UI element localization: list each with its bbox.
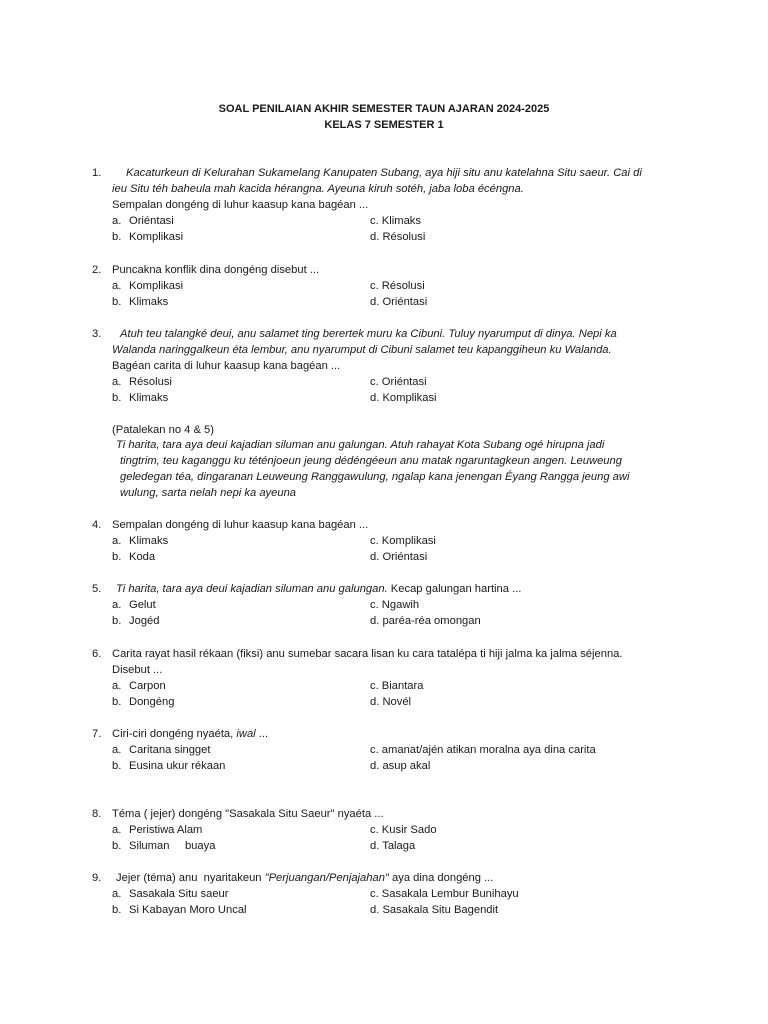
option-b: b. Komplikasi xyxy=(112,231,184,243)
passage-label: (Patalekan no 4 & 5) xyxy=(112,424,214,436)
option-a: a. Peristiwa Alam xyxy=(112,824,203,836)
option-c: c. Komplikasi xyxy=(370,535,436,547)
question-number: 1. xyxy=(92,167,102,179)
question-prompt: Bagéan carita di luhur kaasup kana bagéan ... xyxy=(112,360,341,372)
question-prompt: Disebut ... xyxy=(112,664,163,676)
option-d: d. Talaga xyxy=(370,840,416,852)
option-d: d. Sasakala Situ Bagendit xyxy=(370,904,499,916)
option-b: b. Siluman buaya xyxy=(112,840,216,852)
option-a: a. Gelut xyxy=(112,599,156,611)
question-prompt: Puncakna konflik dina dongéng disebut ... xyxy=(112,264,320,276)
option-c: c. Kusir Sado xyxy=(370,824,437,836)
exam-header xyxy=(0,101,768,133)
option-c: c. Ngawih xyxy=(370,599,420,611)
option-c: c. Oriéntasi xyxy=(370,376,427,388)
passage-line: wulung, sarta nelah nepi ka ayeuna xyxy=(120,487,297,499)
option-b: b. Jogéd xyxy=(112,615,160,627)
option-a: a. Caritana singget xyxy=(112,744,211,756)
option-a: a. Carpon xyxy=(112,680,166,692)
question-number: 7. xyxy=(92,728,102,740)
option-c: c. Klimaks xyxy=(370,215,421,227)
question-text: Walanda naringgalkeun éta lembur, anu nyarumput di Cibuni salamet teu kapanggiheun ku Walanda. xyxy=(112,344,612,356)
question-prompt: Ciri-ciri dongéng nyaéta, iwal ... xyxy=(112,728,269,740)
question-prompt: Sempalan dongéng di luhur kaasup kana bagéan ... xyxy=(112,199,369,211)
option-b: b. Klimaks xyxy=(112,392,169,404)
option-b: b. Klimaks xyxy=(112,296,169,308)
question-prompt: Carita rayat hasil rékaan (fiksi) anu sumebar sacara lisan ku cara tatalépa ti hiji jalma ka jalma séjenna. xyxy=(112,648,623,660)
question-prompt: Ti harita, tara aya deui kajadian siluman anu galungan. Kecap galungan hartina ... xyxy=(116,583,522,595)
option-a: a. Sasakala Situ saeur xyxy=(112,888,229,900)
question-number: 5. xyxy=(92,583,102,595)
option-d: d. paréa-réa omongan xyxy=(370,615,481,627)
option-c: c. Résolusi xyxy=(370,280,425,292)
question-prompt: Jejer (téma) anu nyaritakeun "Perjuangan/Penjajahan" aya dina dongéng ... xyxy=(116,872,494,884)
option-b: b. Dongéng xyxy=(112,696,175,708)
option-b: b. Si Kabayan Moro Uncal xyxy=(112,904,247,916)
reading-passage xyxy=(116,437,676,501)
question-number: 8. xyxy=(92,808,102,820)
option-a: a. Résolusi xyxy=(112,376,172,388)
option-c: c. Biantara xyxy=(370,680,424,692)
exam-title: SOAL PENILAIAN AKHIR SEMESTER TAUN AJARAN 2024-2025 xyxy=(218,103,550,115)
option-a: a. Klimaks xyxy=(112,535,169,547)
option-d: d. Oriéntasi xyxy=(370,296,428,308)
passage-line: Ti harita, tara aya deui kajadian siluman anu galungan. Atuh rahayat Kota Subang ogé hirupna jadi xyxy=(116,439,605,451)
option-b: b. Koda xyxy=(112,551,156,563)
option-a: a. Komplikasi xyxy=(112,280,184,292)
question-prompt: Téma ( jejer) dongéng "Sasakala Situ Saeur" nyaéta ... xyxy=(112,808,384,820)
question-text: ieu Situ téh baheula mah kacida hérangna. Ayeuna kiruh sotéh, jaba loba écéngna. xyxy=(112,183,524,195)
question-number: 6. xyxy=(92,648,102,660)
question-number: 2. xyxy=(92,264,102,276)
question-prompt: Sempalan dongéng di luhur kaasup kana bagéan ... xyxy=(112,519,369,531)
option-d: d. Résolusi xyxy=(370,231,426,243)
option-d: d. Novél xyxy=(370,696,412,708)
option-d: d. asup akal xyxy=(370,760,431,772)
question-text: Atuh teu talangké deui, anu salamet ting berertek muru ka Cibuni. Tuluy nyarumput di dinya. Nepi ka xyxy=(120,328,617,340)
exam-class-semester: KELAS 7 SEMESTER 1 xyxy=(324,119,444,131)
option-a: a. Oriéntasi xyxy=(112,215,174,227)
option-d: d. Komplikasi xyxy=(370,392,437,404)
question-number: 4. xyxy=(92,519,102,531)
question-text: Kacaturkeun di Kelurahan Sukamelang Kanupaten Subang, aya hiji situ anu katelahna Situ saeur. Cai di xyxy=(126,167,642,179)
option-c: c. Sasakala Lembur Bunihayu xyxy=(370,888,519,900)
option-c: c. amanat/ajén atikan moralna aya dina carita xyxy=(370,744,596,756)
passage-line: geledegan téa, dingaranan Leuweung Ranggawulung, ngalap kana jenengan Éyang Rangga jeung awi xyxy=(120,471,630,483)
option-d: d. Oriéntasi xyxy=(370,551,428,563)
question-number: 3. xyxy=(92,328,102,340)
option-b: b. Eusina ukur rékaan xyxy=(112,760,226,772)
passage-line: tingtrim, teu kaganggu ku téténjoeun jeung dédéngéeun anu matak ngaruntagkeun angen. Leuweung xyxy=(120,455,622,467)
question-number: 9. xyxy=(92,872,102,884)
